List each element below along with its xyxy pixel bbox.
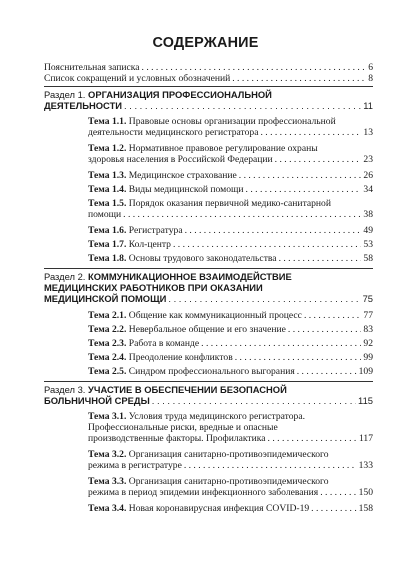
section-label: Раздел 1. <box>44 89 86 100</box>
page-number: 13 <box>363 127 373 139</box>
page-number: 133 <box>358 460 373 472</box>
toc-line-text <box>88 433 266 444</box>
toc-line-text <box>88 170 237 181</box>
toc-line-text <box>88 476 329 487</box>
page-number: 6 <box>368 62 373 73</box>
toc-line <box>88 154 373 165</box>
page-number: 8 <box>368 73 373 84</box>
entry-title: Пояснительная записка <box>44 62 140 73</box>
page-number: 150 <box>358 487 373 499</box>
page-number: 77 <box>363 310 373 321</box>
dot-leader <box>184 460 357 471</box>
dot-leader <box>246 184 362 195</box>
section-name: ДЕЯТЕЛЬНОСТИ <box>44 100 123 112</box>
section-divider <box>44 268 373 269</box>
dot-leader <box>297 366 357 377</box>
toc-line-text <box>44 395 150 406</box>
dot-leader <box>275 154 362 165</box>
page-number: 92 <box>363 338 373 349</box>
topic-entry <box>88 352 373 363</box>
toc-line <box>44 384 373 395</box>
toc-line <box>44 271 373 282</box>
toc-line-text <box>44 89 272 100</box>
dot-leader <box>173 239 361 250</box>
topic-label: Тема 2.2. <box>88 324 127 335</box>
toc-line-text <box>88 184 244 195</box>
topic-entry <box>88 198 373 220</box>
topic-title: Регистратура <box>128 225 183 236</box>
section-label: Раздел 2. <box>44 271 86 282</box>
topic-entry <box>88 503 373 514</box>
front-entry <box>44 62 373 73</box>
toc-line-text <box>88 460 182 471</box>
topic-label: Тема 3.4. <box>88 503 127 514</box>
topic-title: Виды медицинской помощи <box>128 184 244 195</box>
topic-label: Тема 3.3. <box>88 476 127 487</box>
toc-line-text <box>44 282 263 293</box>
page-number: 23 <box>363 154 373 166</box>
topic-entry <box>88 310 373 321</box>
toc-line <box>88 198 373 209</box>
toc-line-text <box>88 324 286 335</box>
toc-line <box>44 73 373 84</box>
dot-leader <box>239 170 362 181</box>
topic-label: Тема 2.1. <box>88 310 127 321</box>
toc-line <box>88 116 373 127</box>
section-name: МЕДИЦИНСКИХ РАБОТНИКОВ ПРИ ОКАЗАНИИ <box>44 282 263 294</box>
toc-line-text <box>88 225 183 236</box>
page-number: 158 <box>358 503 373 514</box>
toc-line <box>88 209 373 220</box>
topic-title: Новая коронавирусная инфекция COVID-19 <box>128 503 310 514</box>
topic-entry <box>88 449 373 471</box>
topic-title: Организация санитарно-противоэпидемического <box>128 449 329 460</box>
topic-title: Работа в команде <box>128 338 200 349</box>
page-number: 38 <box>363 209 373 221</box>
toc-line-text <box>88 503 309 514</box>
topic-title: Порядок оказания первичной медико-санитарной <box>128 198 331 209</box>
topic-entry <box>88 366 373 377</box>
page-number: 115 <box>358 395 373 407</box>
toc-line <box>88 253 373 264</box>
toc-line <box>88 422 373 433</box>
topic-title: Синдром профессионального выгорания <box>128 366 295 377</box>
section-name: МЕДИЦИНСКОЙ ПОМОЩИ <box>44 293 167 305</box>
dot-leader <box>260 127 361 138</box>
toc-line <box>88 324 373 335</box>
toc-line <box>88 143 373 154</box>
topic-label: Тема 1.2. <box>88 143 127 154</box>
toc-line-text <box>88 338 199 349</box>
dot-leader <box>232 73 366 84</box>
page-number: 83 <box>363 324 373 335</box>
toc-line-text <box>88 310 302 321</box>
dot-leader <box>304 310 361 321</box>
topic-entry <box>88 324 373 335</box>
toc-line <box>44 100 373 111</box>
topic-entry <box>88 116 373 138</box>
page-number: 117 <box>358 433 373 445</box>
toc-line <box>88 225 373 236</box>
topic-title: Невербальное общение и его значение <box>128 324 286 335</box>
section-name: УЧАСТИЕ В ОБЕСПЕЧЕНИИ БЕЗОПАСНОЙ <box>88 384 287 395</box>
toc-line-text <box>88 154 273 165</box>
topic-entry <box>88 476 373 498</box>
section-name: БОЛЬНИЧНОЙ СРЕДЫ <box>44 395 150 407</box>
topic-label: Тема 1.5. <box>88 198 127 209</box>
page-number: 49 <box>363 225 373 236</box>
toc-line <box>88 127 373 138</box>
topic-label: Тема 1.8. <box>88 253 127 264</box>
section-entry <box>44 271 373 305</box>
topic-label: Тема 1.7. <box>88 239 127 250</box>
toc-line <box>88 239 373 250</box>
dot-leader <box>168 293 360 304</box>
topic-title: Нормативное правовое регулирование охраны <box>128 143 318 154</box>
toc-line-text <box>88 253 277 264</box>
section-label: Раздел 3. <box>44 384 86 395</box>
page-number: 34 <box>363 184 373 195</box>
toc-line <box>88 449 373 460</box>
toc-line-text <box>44 62 140 73</box>
topic-title: Основы трудового законодательства <box>128 253 277 264</box>
dot-leader <box>142 62 367 73</box>
topic-label: Тема 1.1. <box>88 116 127 127</box>
dot-leader <box>268 433 357 444</box>
topic-title: режима в регистратуре <box>88 460 182 472</box>
front-entry <box>44 73 373 84</box>
topic-label: Тема 2.3. <box>88 338 127 349</box>
dot-leader <box>279 253 362 264</box>
toc-line-text <box>88 127 258 138</box>
toc-line-text <box>44 293 166 304</box>
toc-line-text <box>88 422 278 433</box>
topic-label: Тема 1.3. <box>88 170 127 181</box>
topic-title: Правовые основы организации профессиональной <box>128 116 336 127</box>
page-number: 109 <box>358 366 373 377</box>
topic-entry <box>88 170 373 181</box>
topic-title: Профессиональные риски, вредные и опасные <box>88 422 278 434</box>
page-number: 26 <box>363 170 373 181</box>
toc-line <box>88 503 373 514</box>
toc-line <box>88 487 373 498</box>
page-number: 75 <box>362 293 373 305</box>
toc-line <box>44 282 373 293</box>
dot-leader <box>152 395 356 406</box>
topic-title: Условия труда медицинского регистратора. <box>128 411 305 422</box>
topic-entry <box>88 143 373 165</box>
toc-line-text <box>88 411 305 422</box>
section-entry <box>44 384 373 406</box>
page-title: СОДЕРЖАНИЕ <box>152 35 259 51</box>
topic-label: Тема 1.4. <box>88 184 127 195</box>
topic-title: Преодоление конфликтов <box>128 352 233 363</box>
toc-line <box>88 352 373 363</box>
topic-label: Тема 3.1. <box>88 411 127 422</box>
topic-entry <box>88 411 373 445</box>
dot-leader <box>124 100 361 111</box>
topic-entry <box>88 253 373 264</box>
toc-line-text <box>88 366 295 377</box>
toc-line <box>44 62 373 73</box>
toc-line <box>44 89 373 100</box>
toc-line-text <box>88 143 318 154</box>
toc-line-text <box>88 487 318 498</box>
topic-title: режима в период эпидемии инфекционного заболевания <box>88 487 319 499</box>
toc-line <box>88 338 373 349</box>
section-name: КОММУНИКАЦИОННОЕ ВЗАИМОДЕЙСТВИЕ <box>88 271 292 282</box>
section-divider <box>44 381 373 382</box>
dot-leader <box>201 338 361 349</box>
topic-title: деятельности медицинского регистратора <box>88 127 259 139</box>
topic-label: Тема 2.5. <box>88 366 127 377</box>
topic-entry <box>88 184 373 195</box>
dot-leader <box>235 352 362 363</box>
page-number: 99 <box>363 352 373 363</box>
topic-label: Тема 3.2. <box>88 449 127 460</box>
toc-line-text <box>44 100 122 111</box>
toc-line <box>88 170 373 181</box>
topic-title: Общение как коммуникационный процесс <box>128 310 302 321</box>
dot-leader <box>288 324 361 335</box>
toc-line <box>88 411 373 422</box>
entry-title: Список сокращений и условных обозначений <box>44 73 231 84</box>
dot-leader <box>185 225 362 236</box>
topic-entry <box>88 225 373 236</box>
section-divider <box>44 86 373 87</box>
topic-title: Кол-центр <box>128 239 171 250</box>
toc-line-text <box>88 239 171 250</box>
topic-title: производственные факторы. Профилактика <box>88 433 266 445</box>
toc-line <box>88 460 373 471</box>
toc-line <box>88 433 373 444</box>
toc-line-text <box>88 449 329 460</box>
toc-line-text <box>44 73 230 84</box>
toc-line-text <box>88 116 336 127</box>
topic-label: Тема 1.6. <box>88 225 127 236</box>
toc-line-text <box>88 198 331 209</box>
section-entry <box>44 89 373 111</box>
topic-title: Медицинское страхование <box>128 170 237 181</box>
toc-line-text <box>88 352 233 363</box>
topic-label: Тема 2.4. <box>88 352 127 363</box>
topic-entry <box>88 239 373 250</box>
dot-leader <box>311 503 356 514</box>
dot-leader <box>123 209 361 220</box>
toc-line <box>88 366 373 377</box>
toc-line-text <box>44 384 287 395</box>
page-number: 11 <box>363 100 373 112</box>
toc-line <box>88 184 373 195</box>
page-number: 58 <box>363 253 373 264</box>
topic-entry <box>88 338 373 349</box>
toc-line <box>44 395 373 406</box>
topic-title: здоровья населения в Российской Федерации <box>88 154 273 166</box>
toc-line <box>88 310 373 321</box>
toc-line-text <box>44 271 292 282</box>
page-number: 53 <box>363 239 373 250</box>
topic-title: помощи <box>88 209 122 221</box>
topic-title: Организация санитарно-противоэпидемического <box>128 476 329 487</box>
toc-line <box>44 293 373 304</box>
toc-line <box>88 476 373 487</box>
dot-leader <box>320 487 356 498</box>
toc-line-text <box>88 209 121 220</box>
section-name: ОРГАНИЗАЦИЯ ПРОФЕССИОНАЛЬНОЙ <box>88 89 272 100</box>
